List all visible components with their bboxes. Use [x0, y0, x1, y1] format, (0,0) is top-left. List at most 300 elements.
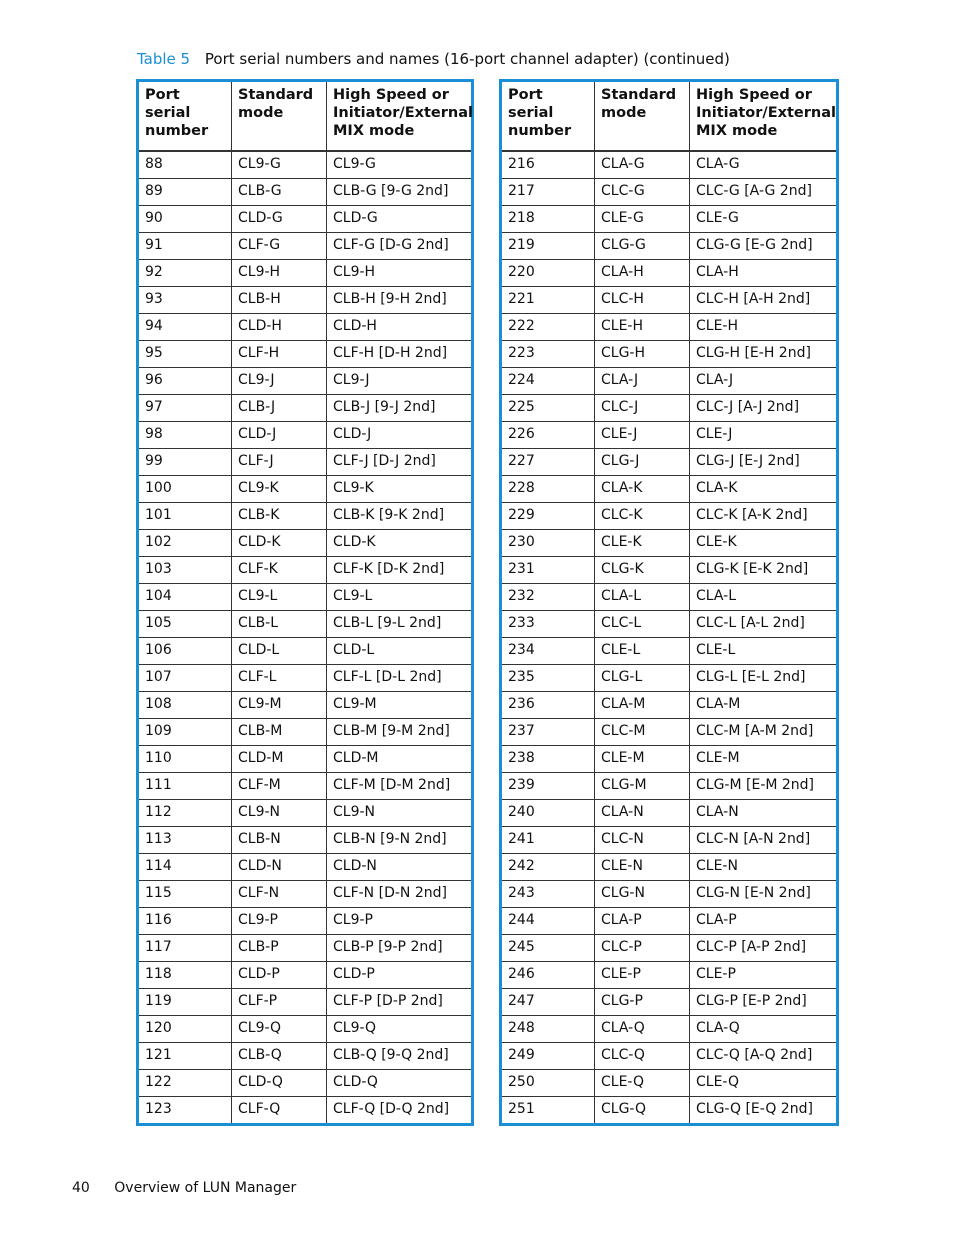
table-row	[138, 449, 473, 476]
cell-high-speed-mode: CLC-N [A-N 2nd]	[690, 827, 838, 854]
cell-standard-mode: CLG-H	[595, 341, 690, 368]
cell-standard-mode: CLG-P	[595, 989, 690, 1016]
cell-port-serial: 90	[138, 206, 232, 233]
cell-standard-mode: CLD-G	[232, 206, 327, 233]
table-row	[501, 908, 838, 935]
table-row	[138, 665, 473, 692]
cell-standard-mode: CL9-Q	[232, 1016, 327, 1043]
table-row	[138, 395, 473, 422]
cell-high-speed-mode: CLE-H	[690, 314, 838, 341]
table-row	[501, 314, 838, 341]
table-title: Port serial numbers and names (16-port channel adapter) (continued)	[204, 50, 730, 68]
cell-high-speed-mode: CLE-M	[690, 746, 838, 773]
cell-high-speed-mode: CLC-P [A-P 2nd]	[690, 935, 838, 962]
cell-standard-mode: CLF-Q	[232, 1097, 327, 1125]
cell-standard-mode: CLE-N	[595, 854, 690, 881]
cell-high-speed-mode: CLB-N [9-N 2nd]	[327, 827, 473, 854]
cell-port-serial: 240	[501, 800, 595, 827]
cell-high-speed-mode: CLA-P	[690, 908, 838, 935]
cell-high-speed-mode: CL9-K	[327, 476, 473, 503]
cell-port-serial: 105	[138, 611, 232, 638]
cell-standard-mode: CLG-M	[595, 773, 690, 800]
table-row	[501, 1070, 838, 1097]
table-row	[501, 584, 838, 611]
cell-standard-mode: CLG-N	[595, 881, 690, 908]
cell-high-speed-mode: CLC-G [A-G 2nd]	[690, 179, 838, 206]
table-row	[138, 368, 473, 395]
cell-port-serial: 245	[501, 935, 595, 962]
table-row	[501, 1043, 838, 1070]
cell-port-serial: 96	[138, 368, 232, 395]
column-header-high-speed-mode: High Speed or Initiator/External MIX mode	[690, 81, 838, 152]
cell-high-speed-mode: CLG-M [E-M 2nd]	[690, 773, 838, 800]
cell-standard-mode: CLC-Q	[595, 1043, 690, 1070]
cell-standard-mode: CLF-M	[232, 773, 327, 800]
cell-high-speed-mode: CLA-L	[690, 584, 838, 611]
table-row	[138, 179, 473, 206]
cell-port-serial: 121	[138, 1043, 232, 1070]
cell-port-serial: 227	[501, 449, 595, 476]
table-row	[501, 557, 838, 584]
cell-port-serial: 236	[501, 692, 595, 719]
cell-port-serial: 228	[501, 476, 595, 503]
cell-standard-mode: CLB-K	[232, 503, 327, 530]
table-row	[501, 206, 838, 233]
table-row	[501, 719, 838, 746]
table-row	[501, 179, 838, 206]
cell-high-speed-mode: CLC-J [A-J 2nd]	[690, 395, 838, 422]
header-row	[501, 81, 838, 152]
cell-high-speed-mode: CLA-N	[690, 800, 838, 827]
cell-standard-mode: CLG-L	[595, 665, 690, 692]
cell-high-speed-mode: CLB-K [9-K 2nd]	[327, 503, 473, 530]
cell-high-speed-mode: CLG-H [E-H 2nd]	[690, 341, 838, 368]
table-row	[138, 935, 473, 962]
cell-standard-mode: CLC-J	[595, 395, 690, 422]
cell-port-serial: 115	[138, 881, 232, 908]
cell-port-serial: 118	[138, 962, 232, 989]
cell-port-serial: 117	[138, 935, 232, 962]
cell-port-serial: 220	[501, 260, 595, 287]
table-row	[501, 260, 838, 287]
cell-port-serial: 231	[501, 557, 595, 584]
cell-port-serial: 109	[138, 719, 232, 746]
cell-standard-mode: CLD-J	[232, 422, 327, 449]
cell-high-speed-mode: CL9-J	[327, 368, 473, 395]
cell-standard-mode: CLC-G	[595, 179, 690, 206]
cell-standard-mode: CLA-K	[595, 476, 690, 503]
table-row	[138, 476, 473, 503]
cell-standard-mode: CLF-G	[232, 233, 327, 260]
footer-section-title: Overview of LUN Manager	[114, 1180, 297, 1196]
cell-high-speed-mode: CLG-P [E-P 2nd]	[690, 989, 838, 1016]
cell-port-serial: 100	[138, 476, 232, 503]
cell-port-serial: 247	[501, 989, 595, 1016]
cell-port-serial: 113	[138, 827, 232, 854]
cell-high-speed-mode: CLF-J [D-J 2nd]	[327, 449, 473, 476]
cell-standard-mode: CLD-H	[232, 314, 327, 341]
cell-high-speed-mode: CLD-Q	[327, 1070, 473, 1097]
cell-standard-mode: CLB-L	[232, 611, 327, 638]
cell-standard-mode: CLB-Q	[232, 1043, 327, 1070]
table-row	[501, 611, 838, 638]
table-row	[501, 746, 838, 773]
cell-port-serial: 110	[138, 746, 232, 773]
cell-port-serial: 112	[138, 800, 232, 827]
cell-high-speed-mode: CLD-N	[327, 854, 473, 881]
cell-port-serial: 123	[138, 1097, 232, 1125]
cell-high-speed-mode: CLE-K	[690, 530, 838, 557]
table-row	[501, 989, 838, 1016]
cell-high-speed-mode: CL9-G	[327, 151, 473, 179]
cell-port-serial: 120	[138, 1016, 232, 1043]
cell-high-speed-mode: CLF-G [D-G 2nd]	[327, 233, 473, 260]
cell-standard-mode: CLB-J	[232, 395, 327, 422]
cell-standard-mode: CLC-K	[595, 503, 690, 530]
cell-port-serial: 243	[501, 881, 595, 908]
table-row	[138, 800, 473, 827]
cell-standard-mode: CLB-M	[232, 719, 327, 746]
cell-port-serial: 97	[138, 395, 232, 422]
cell-standard-mode: CLD-M	[232, 746, 327, 773]
cell-standard-mode: CLA-J	[595, 368, 690, 395]
cell-high-speed-mode: CLB-H [9-H 2nd]	[327, 287, 473, 314]
cell-high-speed-mode: CLG-L [E-L 2nd]	[690, 665, 838, 692]
cell-port-serial: 216	[501, 151, 595, 179]
cell-standard-mode: CLA-P	[595, 908, 690, 935]
cell-port-serial: 233	[501, 611, 595, 638]
port-table-left	[136, 79, 474, 1126]
cell-high-speed-mode: CLE-Q	[690, 1070, 838, 1097]
cell-standard-mode: CLG-G	[595, 233, 690, 260]
cell-standard-mode: CLC-H	[595, 287, 690, 314]
table-row	[501, 962, 838, 989]
cell-standard-mode: CL9-K	[232, 476, 327, 503]
cell-high-speed-mode: CLD-J	[327, 422, 473, 449]
cell-high-speed-mode: CLC-K [A-K 2nd]	[690, 503, 838, 530]
table-row	[501, 368, 838, 395]
table-row	[138, 233, 473, 260]
cell-high-speed-mode: CLD-H	[327, 314, 473, 341]
cell-port-serial: 103	[138, 557, 232, 584]
cell-standard-mode: CLE-K	[595, 530, 690, 557]
cell-standard-mode: CLF-K	[232, 557, 327, 584]
cell-port-serial: 122	[138, 1070, 232, 1097]
cell-port-serial: 99	[138, 449, 232, 476]
cell-port-serial: 116	[138, 908, 232, 935]
cell-port-serial: 232	[501, 584, 595, 611]
cell-standard-mode: CLC-M	[595, 719, 690, 746]
cell-high-speed-mode: CLC-Q [A-Q 2nd]	[690, 1043, 838, 1070]
table-row	[501, 530, 838, 557]
cell-standard-mode: CLB-N	[232, 827, 327, 854]
column-header-port-serial: Port serial number	[501, 81, 595, 152]
cell-high-speed-mode: CLF-N [D-N 2nd]	[327, 881, 473, 908]
cell-port-serial: 242	[501, 854, 595, 881]
cell-high-speed-mode: CLG-Q [E-Q 2nd]	[690, 1097, 838, 1125]
cell-port-serial: 246	[501, 962, 595, 989]
table-row	[138, 314, 473, 341]
cell-high-speed-mode: CLB-M [9-M 2nd]	[327, 719, 473, 746]
table-row	[138, 881, 473, 908]
cell-standard-mode: CLE-J	[595, 422, 690, 449]
column-header-port-serial: Port serial number	[138, 81, 232, 152]
table-row	[138, 530, 473, 557]
table-row	[501, 341, 838, 368]
cell-port-serial: 241	[501, 827, 595, 854]
cell-high-speed-mode: CLA-G	[690, 151, 838, 179]
table-row	[138, 692, 473, 719]
table-row	[501, 773, 838, 800]
cell-high-speed-mode: CLD-M	[327, 746, 473, 773]
cell-port-serial: 239	[501, 773, 595, 800]
table-row	[138, 719, 473, 746]
cell-high-speed-mode: CLB-L [9-L 2nd]	[327, 611, 473, 638]
cell-standard-mode: CLF-J	[232, 449, 327, 476]
cell-standard-mode: CLD-L	[232, 638, 327, 665]
cell-high-speed-mode: CLB-J [9-J 2nd]	[327, 395, 473, 422]
cell-port-serial: 251	[501, 1097, 595, 1125]
cell-standard-mode: CLB-P	[232, 935, 327, 962]
cell-high-speed-mode: CLF-M [D-M 2nd]	[327, 773, 473, 800]
cell-standard-mode: CL9-J	[232, 368, 327, 395]
table-caption	[137, 50, 730, 68]
table-row	[138, 638, 473, 665]
table-row	[138, 151, 473, 179]
cell-port-serial: 93	[138, 287, 232, 314]
table-row	[138, 989, 473, 1016]
cell-standard-mode: CLC-N	[595, 827, 690, 854]
table-row	[501, 151, 838, 179]
table-row	[501, 800, 838, 827]
table-row	[501, 449, 838, 476]
cell-high-speed-mode: CLA-J	[690, 368, 838, 395]
cell-high-speed-mode: CLA-H	[690, 260, 838, 287]
cell-high-speed-mode: CLE-J	[690, 422, 838, 449]
cell-high-speed-mode: CLG-N [E-N 2nd]	[690, 881, 838, 908]
table-row	[501, 638, 838, 665]
cell-high-speed-mode: CLG-G [E-G 2nd]	[690, 233, 838, 260]
cell-standard-mode: CL9-L	[232, 584, 327, 611]
cell-standard-mode: CLB-G	[232, 179, 327, 206]
cell-port-serial: 226	[501, 422, 595, 449]
cell-port-serial: 107	[138, 665, 232, 692]
cell-port-serial: 224	[501, 368, 595, 395]
cell-standard-mode: CLA-N	[595, 800, 690, 827]
cell-port-serial: 235	[501, 665, 595, 692]
cell-port-serial: 89	[138, 179, 232, 206]
port-table-right	[499, 79, 839, 1126]
cell-standard-mode: CLE-P	[595, 962, 690, 989]
cell-high-speed-mode: CLG-J [E-J 2nd]	[690, 449, 838, 476]
table-row	[501, 476, 838, 503]
cell-high-speed-mode: CLD-L	[327, 638, 473, 665]
cell-port-serial: 88	[138, 151, 232, 179]
cell-port-serial: 219	[501, 233, 595, 260]
table-row	[501, 1097, 838, 1125]
table-row	[138, 206, 473, 233]
table-row	[138, 908, 473, 935]
cell-high-speed-mode: CLG-K [E-K 2nd]	[690, 557, 838, 584]
column-header-standard-mode: Standard mode	[232, 81, 327, 152]
cell-port-serial: 217	[501, 179, 595, 206]
table-row	[138, 746, 473, 773]
table-row	[138, 1016, 473, 1043]
cell-port-serial: 218	[501, 206, 595, 233]
table-row	[138, 1070, 473, 1097]
cell-standard-mode: CL9-H	[232, 260, 327, 287]
cell-port-serial: 94	[138, 314, 232, 341]
table-row	[501, 935, 838, 962]
table-row	[501, 692, 838, 719]
cell-port-serial: 102	[138, 530, 232, 557]
cell-standard-mode: CLA-L	[595, 584, 690, 611]
cell-port-serial: 221	[501, 287, 595, 314]
table-row	[138, 611, 473, 638]
cell-high-speed-mode: CLE-N	[690, 854, 838, 881]
table-row	[501, 827, 838, 854]
cell-high-speed-mode: CL9-H	[327, 260, 473, 287]
cell-port-serial: 223	[501, 341, 595, 368]
header-row	[138, 81, 473, 152]
page-footer	[72, 1180, 296, 1196]
cell-high-speed-mode: CLE-L	[690, 638, 838, 665]
cell-port-serial: 98	[138, 422, 232, 449]
cell-high-speed-mode: CLA-M	[690, 692, 838, 719]
cell-standard-mode: CLD-Q	[232, 1070, 327, 1097]
table-row	[501, 287, 838, 314]
cell-port-serial: 230	[501, 530, 595, 557]
table-row	[138, 557, 473, 584]
cell-high-speed-mode: CL9-L	[327, 584, 473, 611]
cell-standard-mode: CLG-J	[595, 449, 690, 476]
cell-high-speed-mode: CLC-M [A-M 2nd]	[690, 719, 838, 746]
cell-high-speed-mode: CLB-G [9-G 2nd]	[327, 179, 473, 206]
cell-port-serial: 119	[138, 989, 232, 1016]
cell-high-speed-mode: CL9-M	[327, 692, 473, 719]
table-row	[138, 1043, 473, 1070]
cell-standard-mode: CLE-M	[595, 746, 690, 773]
cell-port-serial: 244	[501, 908, 595, 935]
cell-high-speed-mode: CLD-G	[327, 206, 473, 233]
cell-port-serial: 229	[501, 503, 595, 530]
cell-standard-mode: CLC-P	[595, 935, 690, 962]
cell-standard-mode: CL9-G	[232, 151, 327, 179]
cell-standard-mode: CLA-H	[595, 260, 690, 287]
cell-port-serial: 238	[501, 746, 595, 773]
cell-standard-mode: CLG-K	[595, 557, 690, 584]
cell-standard-mode: CL9-N	[232, 800, 327, 827]
table-row	[138, 287, 473, 314]
table-row	[501, 665, 838, 692]
cell-port-serial: 91	[138, 233, 232, 260]
cell-port-serial: 237	[501, 719, 595, 746]
column-header-standard-mode: Standard mode	[595, 81, 690, 152]
cell-high-speed-mode: CLA-K	[690, 476, 838, 503]
table-row	[501, 233, 838, 260]
cell-standard-mode: CLE-Q	[595, 1070, 690, 1097]
cell-standard-mode: CLA-M	[595, 692, 690, 719]
cell-high-speed-mode: CLD-P	[327, 962, 473, 989]
cell-high-speed-mode: CLE-G	[690, 206, 838, 233]
cell-port-serial: 108	[138, 692, 232, 719]
cell-standard-mode: CLF-L	[232, 665, 327, 692]
cell-high-speed-mode: CLF-L [D-L 2nd]	[327, 665, 473, 692]
table-row	[138, 503, 473, 530]
cell-standard-mode: CL9-P	[232, 908, 327, 935]
cell-standard-mode: CLD-P	[232, 962, 327, 989]
table-row	[138, 341, 473, 368]
table-row	[138, 1097, 473, 1125]
cell-standard-mode: CLB-H	[232, 287, 327, 314]
table-row	[138, 422, 473, 449]
page-number: 40	[72, 1180, 90, 1196]
table-row	[501, 854, 838, 881]
table-row	[138, 854, 473, 881]
cell-high-speed-mode: CLD-K	[327, 530, 473, 557]
cell-port-serial: 101	[138, 503, 232, 530]
cell-standard-mode: CL9-M	[232, 692, 327, 719]
cell-high-speed-mode: CL9-P	[327, 908, 473, 935]
cell-port-serial: 111	[138, 773, 232, 800]
cell-high-speed-mode: CL9-N	[327, 800, 473, 827]
cell-port-serial: 249	[501, 1043, 595, 1070]
table-row	[501, 395, 838, 422]
cell-standard-mode: CLA-Q	[595, 1016, 690, 1043]
cell-standard-mode: CLG-Q	[595, 1097, 690, 1125]
cell-port-serial: 234	[501, 638, 595, 665]
cell-standard-mode: CLE-G	[595, 206, 690, 233]
table-row	[501, 881, 838, 908]
cell-standard-mode: CLA-G	[595, 151, 690, 179]
table-row	[138, 962, 473, 989]
cell-high-speed-mode: CLC-H [A-H 2nd]	[690, 287, 838, 314]
cell-standard-mode: CLF-H	[232, 341, 327, 368]
table-row	[501, 1016, 838, 1043]
cell-high-speed-mode: CLA-Q	[690, 1016, 838, 1043]
cell-standard-mode: CLF-N	[232, 881, 327, 908]
cell-high-speed-mode: CLF-Q [D-Q 2nd]	[327, 1097, 473, 1125]
cell-high-speed-mode: CL9-Q	[327, 1016, 473, 1043]
table-label: Table 5	[137, 50, 191, 68]
cell-port-serial: 106	[138, 638, 232, 665]
cell-standard-mode: CLC-L	[595, 611, 690, 638]
cell-high-speed-mode: CLF-K [D-K 2nd]	[327, 557, 473, 584]
cell-port-serial: 222	[501, 314, 595, 341]
column-header-high-speed-mode: High Speed or Initiator/External MIX mode	[327, 81, 473, 152]
cell-standard-mode: CLF-P	[232, 989, 327, 1016]
cell-port-serial: 114	[138, 854, 232, 881]
cell-port-serial: 250	[501, 1070, 595, 1097]
cell-standard-mode: CLD-K	[232, 530, 327, 557]
cell-standard-mode: CLE-L	[595, 638, 690, 665]
cell-high-speed-mode: CLF-H [D-H 2nd]	[327, 341, 473, 368]
table-row	[138, 827, 473, 854]
table-row	[501, 503, 838, 530]
cell-high-speed-mode: CLF-P [D-P 2nd]	[327, 989, 473, 1016]
table-row	[501, 422, 838, 449]
table-row	[138, 584, 473, 611]
table-row	[138, 260, 473, 287]
cell-high-speed-mode: CLB-Q [9-Q 2nd]	[327, 1043, 473, 1070]
cell-standard-mode: CLD-N	[232, 854, 327, 881]
cell-port-serial: 104	[138, 584, 232, 611]
cell-port-serial: 92	[138, 260, 232, 287]
cell-port-serial: 248	[501, 1016, 595, 1043]
cell-port-serial: 95	[138, 341, 232, 368]
table-row	[138, 773, 473, 800]
cell-port-serial: 225	[501, 395, 595, 422]
